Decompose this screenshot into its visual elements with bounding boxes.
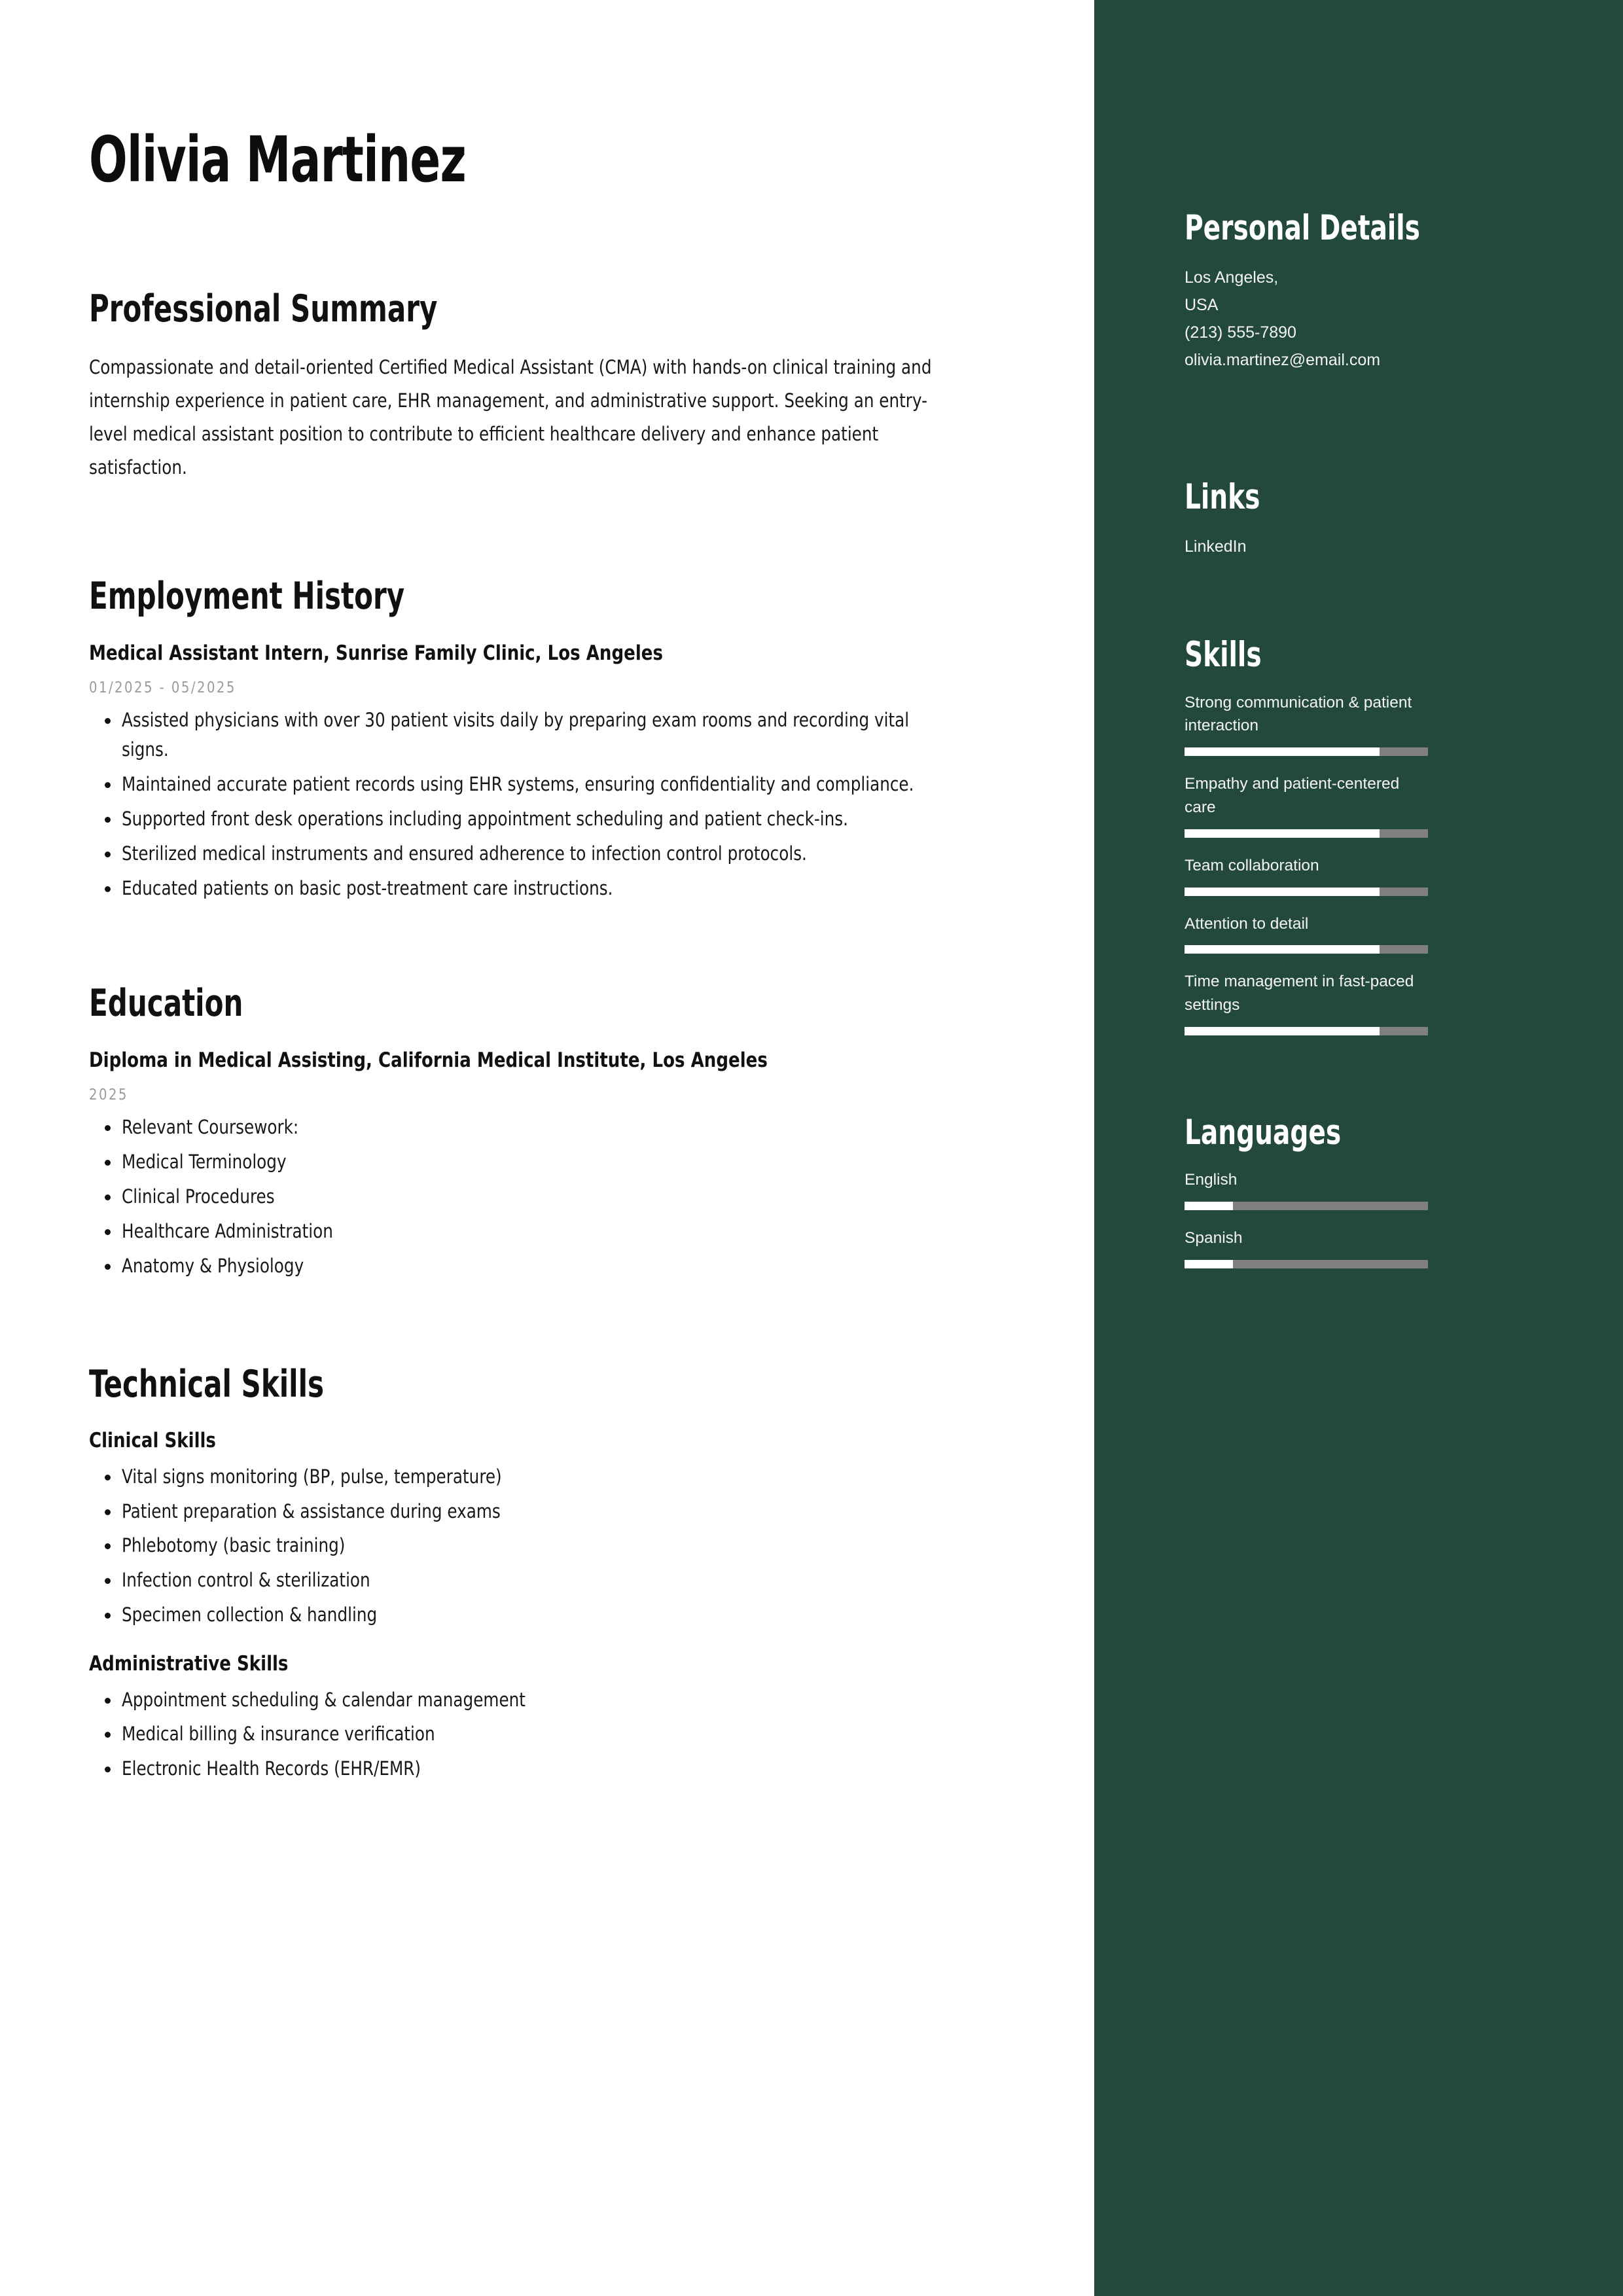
list-item bbox=[89, 804, 1003, 834]
bullet-text: Educated patients on basic post-treatment care instructions. bbox=[122, 876, 613, 899]
bullet-text: Healthcare Administration bbox=[122, 1219, 333, 1242]
skill-meter bbox=[1185, 1027, 1428, 1035]
education-degree: Diploma in Medical Assisting, California Medical Institute, Los Angeles bbox=[89, 1048, 768, 1072]
job-date: 01/2025 - 05/2025 bbox=[89, 679, 236, 697]
language-label: Spanish bbox=[1185, 1229, 1243, 1247]
bullet-text: Supported front desk operations including appointment scheduling and patient check-ins. bbox=[122, 807, 849, 830]
skill-meter-fill bbox=[1185, 888, 1380, 896]
bullet-text: Sterilized medical instruments and ensured adherence to infection control protocols. bbox=[122, 842, 807, 865]
section-education bbox=[89, 984, 1003, 1280]
skill-meter bbox=[1185, 945, 1428, 954]
education-date: 2025 bbox=[89, 1086, 128, 1104]
language-meter-fill bbox=[1185, 1260, 1233, 1268]
skill-label: Team collaboration bbox=[1185, 856, 1319, 874]
bullet-text: Clinical Procedures bbox=[122, 1185, 275, 1208]
sidebar-title-skills: Skills bbox=[1185, 635, 1262, 675]
section-title-technical-skills: Technical Skills bbox=[89, 1362, 325, 1406]
section-title-employment: Employment History bbox=[89, 575, 405, 619]
section-title-summary: Professional Summary bbox=[89, 287, 438, 331]
bullet-text: Relevant Coursework: bbox=[122, 1116, 299, 1139]
job-title: Medical Assistant Intern, Sunrise Family Clinic, Los Angeles bbox=[89, 641, 663, 665]
list-item bbox=[89, 1497, 1003, 1526]
bullet-text: Anatomy & Physiology bbox=[122, 1254, 304, 1277]
sidebar bbox=[1094, 0, 1623, 2296]
bullet-text: Maintained accurate patient records using EHR systems, ensuring confidentiality and compliance. bbox=[122, 773, 914, 796]
sidebar-title-personal-details: Personal Details bbox=[1185, 208, 1420, 248]
skill-row bbox=[1185, 912, 1558, 954]
list-item bbox=[89, 1147, 1003, 1177]
bullet-text: Patient preparation & assistance during exams bbox=[122, 1499, 501, 1522]
summary-text: Compassionate and detail-oriented Certified Medical Assistant (CMA) with hands-on clinical training and internship experience in patient care, EHR management, and administrative support. Seeking an entry-level medical assistant position to contribute to efficient healthcare delivery and enhance patient satisfaction. bbox=[89, 356, 932, 478]
skill-row bbox=[1185, 854, 1558, 896]
subheading-clinical-skills: Clinical Skills bbox=[89, 1429, 216, 1453]
skill-meter bbox=[1185, 829, 1428, 838]
bullet-text: Specimen collection & handling bbox=[122, 1604, 378, 1626]
sidebar-title-languages: Languages bbox=[1185, 1112, 1342, 1153]
bullet-text: Medical billing & insurance verification bbox=[122, 1723, 435, 1746]
list-item bbox=[89, 874, 1003, 903]
section-title-education: Education bbox=[89, 982, 243, 1026]
personal-city: Los Angeles, bbox=[1185, 268, 1279, 287]
list-item bbox=[89, 1251, 1003, 1281]
sidebar-title-links: Links bbox=[1185, 477, 1260, 518]
bullet-text: Vital signs monitoring (BP, pulse, temperature) bbox=[122, 1465, 502, 1488]
section-employment-history bbox=[89, 577, 1003, 903]
list-item bbox=[89, 1531, 1003, 1560]
language-meter bbox=[1185, 1260, 1428, 1268]
employment-bullet-list bbox=[89, 706, 1003, 903]
link-linkedin[interactable]: LinkedIn bbox=[1185, 537, 1247, 556]
list-item bbox=[89, 1182, 1003, 1211]
administrative-skills-list bbox=[89, 1685, 1003, 1784]
education-bullet-list bbox=[89, 1113, 1003, 1280]
bullet-text: Appointment scheduling & calendar management bbox=[122, 1688, 526, 1711]
sidebar-section-links bbox=[1185, 478, 1558, 560]
sidebar-section-personal-details bbox=[1185, 209, 1558, 374]
list-item bbox=[89, 1719, 1003, 1749]
section-professional-summary bbox=[89, 289, 1003, 484]
personal-country: USA bbox=[1185, 296, 1219, 315]
skill-label: Strong communication & patient interaction bbox=[1185, 693, 1412, 735]
candidate-name: Olivia Martinez bbox=[89, 123, 466, 196]
bullet-text: Electronic Health Records (EHR/EMR) bbox=[122, 1757, 421, 1780]
list-item bbox=[89, 1754, 1003, 1784]
language-meter bbox=[1185, 1202, 1428, 1210]
skill-label: Empathy and patient-centered care bbox=[1185, 775, 1400, 816]
skill-row bbox=[1185, 772, 1558, 838]
language-label: English bbox=[1185, 1171, 1238, 1189]
personal-email[interactable]: olivia.martinez@email.com bbox=[1185, 351, 1381, 370]
list-item bbox=[89, 770, 1003, 799]
list-item bbox=[89, 839, 1003, 869]
list-item bbox=[89, 1113, 1003, 1142]
skill-label: Time management in fast-paced settings bbox=[1185, 973, 1414, 1014]
bullet-text: Infection control & sterilization bbox=[122, 1569, 370, 1592]
skill-meter-fill bbox=[1185, 945, 1380, 954]
list-item bbox=[89, 1217, 1003, 1246]
clinical-skills-list bbox=[89, 1462, 1003, 1630]
bullet-text: Assisted physicians with over 30 patient visits daily by preparing exam rooms and recording vital signs. bbox=[122, 709, 910, 761]
personal-phone[interactable]: (213) 555-7890 bbox=[1185, 323, 1296, 342]
list-item bbox=[89, 1685, 1003, 1715]
subheading-administrative-skills: Administrative Skills bbox=[89, 1651, 289, 1676]
skill-meter-fill bbox=[1185, 1027, 1380, 1035]
section-technical-skills bbox=[89, 1362, 1003, 1784]
skill-meter-fill bbox=[1185, 747, 1380, 756]
language-row bbox=[1185, 1168, 1558, 1210]
sidebar-section-languages bbox=[1185, 1114, 1558, 1268]
list-item bbox=[89, 1462, 1003, 1492]
bullet-text: Medical Terminology bbox=[122, 1151, 287, 1174]
list-item bbox=[89, 1566, 1003, 1595]
language-row bbox=[1185, 1227, 1558, 1268]
skill-meter-fill bbox=[1185, 829, 1380, 838]
list-item bbox=[89, 706, 1003, 764]
sidebar-section-skills bbox=[1185, 636, 1558, 1035]
skill-meter bbox=[1185, 888, 1428, 896]
skill-label: Attention to detail bbox=[1185, 914, 1309, 933]
skill-row bbox=[1185, 970, 1558, 1035]
list-item bbox=[89, 1600, 1003, 1630]
language-meter-fill bbox=[1185, 1202, 1233, 1210]
skill-meter bbox=[1185, 747, 1428, 756]
bullet-text: Phlebotomy (basic training) bbox=[122, 1534, 346, 1557]
skill-row bbox=[1185, 691, 1558, 757]
